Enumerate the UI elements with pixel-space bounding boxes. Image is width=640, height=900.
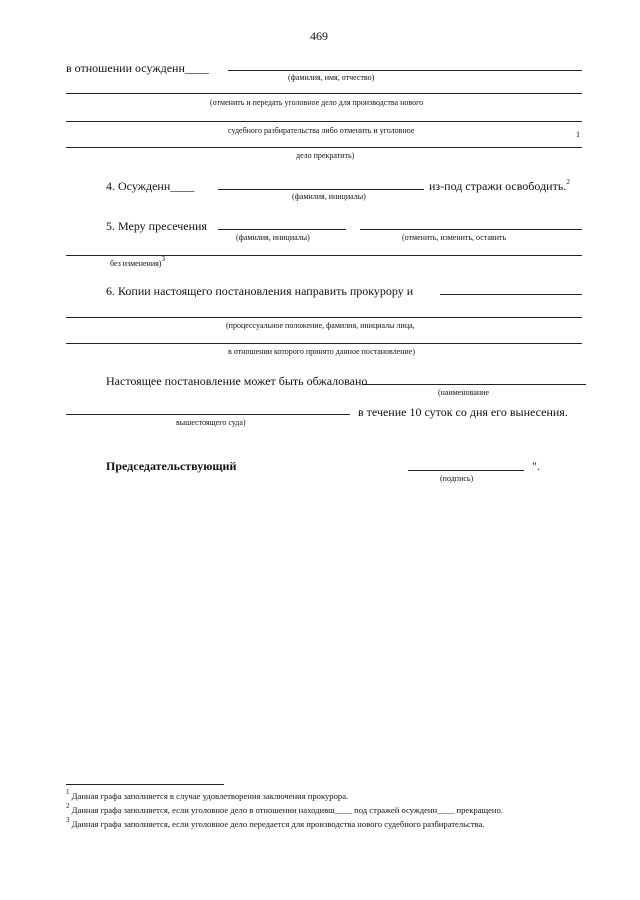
presiding-judge-label: Председательствующий — [106, 459, 237, 473]
convict-name-line[interactable] — [228, 70, 582, 71]
footnote-2: $^2$ Данная графа заполняется, если уголовное дело в отношении находивш____ под стражей осужденн____ прекращено. — [66, 802, 503, 815]
signature-quote: ". — [532, 459, 540, 473]
item5-text: 5. Меру пресечения — [106, 219, 207, 233]
decision-line-3[interactable] — [66, 147, 582, 148]
appeal-caption-right: (наименование — [438, 388, 490, 397]
item6-line-1[interactable] — [440, 294, 582, 295]
decision-line-1[interactable] — [66, 93, 582, 94]
appeal-text: Настоящее постановление может быть обжаловано — [106, 374, 368, 388]
decision-caption-2: судебного разбирательства либо отменить и уголовное — [228, 126, 415, 135]
decision-caption-1: (отменить и передать уголовное дело для производства нового — [210, 98, 424, 107]
item4-name-line[interactable] — [218, 189, 424, 190]
item5-name-line[interactable] — [218, 229, 346, 230]
convict-label: в отношении осужденн____ — [66, 61, 209, 75]
signature-caption: (подпись) — [440, 474, 474, 483]
item4-footnote-ref: 2 — [566, 178, 570, 186]
item4-tail: из-под стражи освободить.$^2$ — [429, 178, 570, 193]
item6-caption-1: (процессуальное положение, фамилия, инициалы лица, — [226, 321, 415, 330]
appeal-court-line-2[interactable] — [66, 414, 350, 415]
item5-caption-left: (фамилия, инициалы) — [236, 233, 310, 242]
signature-line[interactable] — [408, 470, 524, 471]
decision-caption-3: дело прекратить) — [296, 151, 355, 160]
footnote-separator — [66, 784, 224, 785]
appeal-caption-left: вышестоящего суда) — [176, 418, 246, 427]
margin-mark: 1 — [576, 130, 580, 139]
item6-line-3[interactable] — [66, 343, 582, 344]
item5-caption-cont: без изменения)$^3$ — [110, 255, 165, 268]
convict-name-caption: (фамилия, имя, отчество) — [288, 73, 375, 82]
item5-line-2[interactable] — [66, 255, 582, 256]
item5-caption-right: (отменить, изменить, оставить — [402, 233, 507, 242]
item5-action-line[interactable] — [360, 229, 582, 230]
item4-text: 4. Осужденн____ — [106, 179, 195, 193]
item5-footnote-ref: 3 — [161, 255, 165, 264]
appeal-tail: в течение 10 суток со дня его вынесения. — [358, 405, 568, 419]
item6-text: 6. Копии настоящего постановления направить прокурору и — [106, 284, 414, 298]
item4-caption: (фамилия, инициалы) — [292, 192, 366, 201]
decision-line-2[interactable] — [66, 121, 582, 122]
footnote-1: $^1$ Данная графа заполняется в случае удовлетворения заключения прокурора. — [66, 788, 349, 801]
page-number: 469 — [310, 29, 328, 43]
item6-caption-2: в отношении которого принято данное постановление) — [228, 347, 416, 356]
footnote-3: $^3$ Данная графа заполняется, если уголовное дело передается для производства нового судебного разбирательства. — [66, 816, 485, 829]
item6-line-2[interactable] — [66, 317, 582, 318]
appeal-court-line[interactable] — [362, 384, 586, 385]
